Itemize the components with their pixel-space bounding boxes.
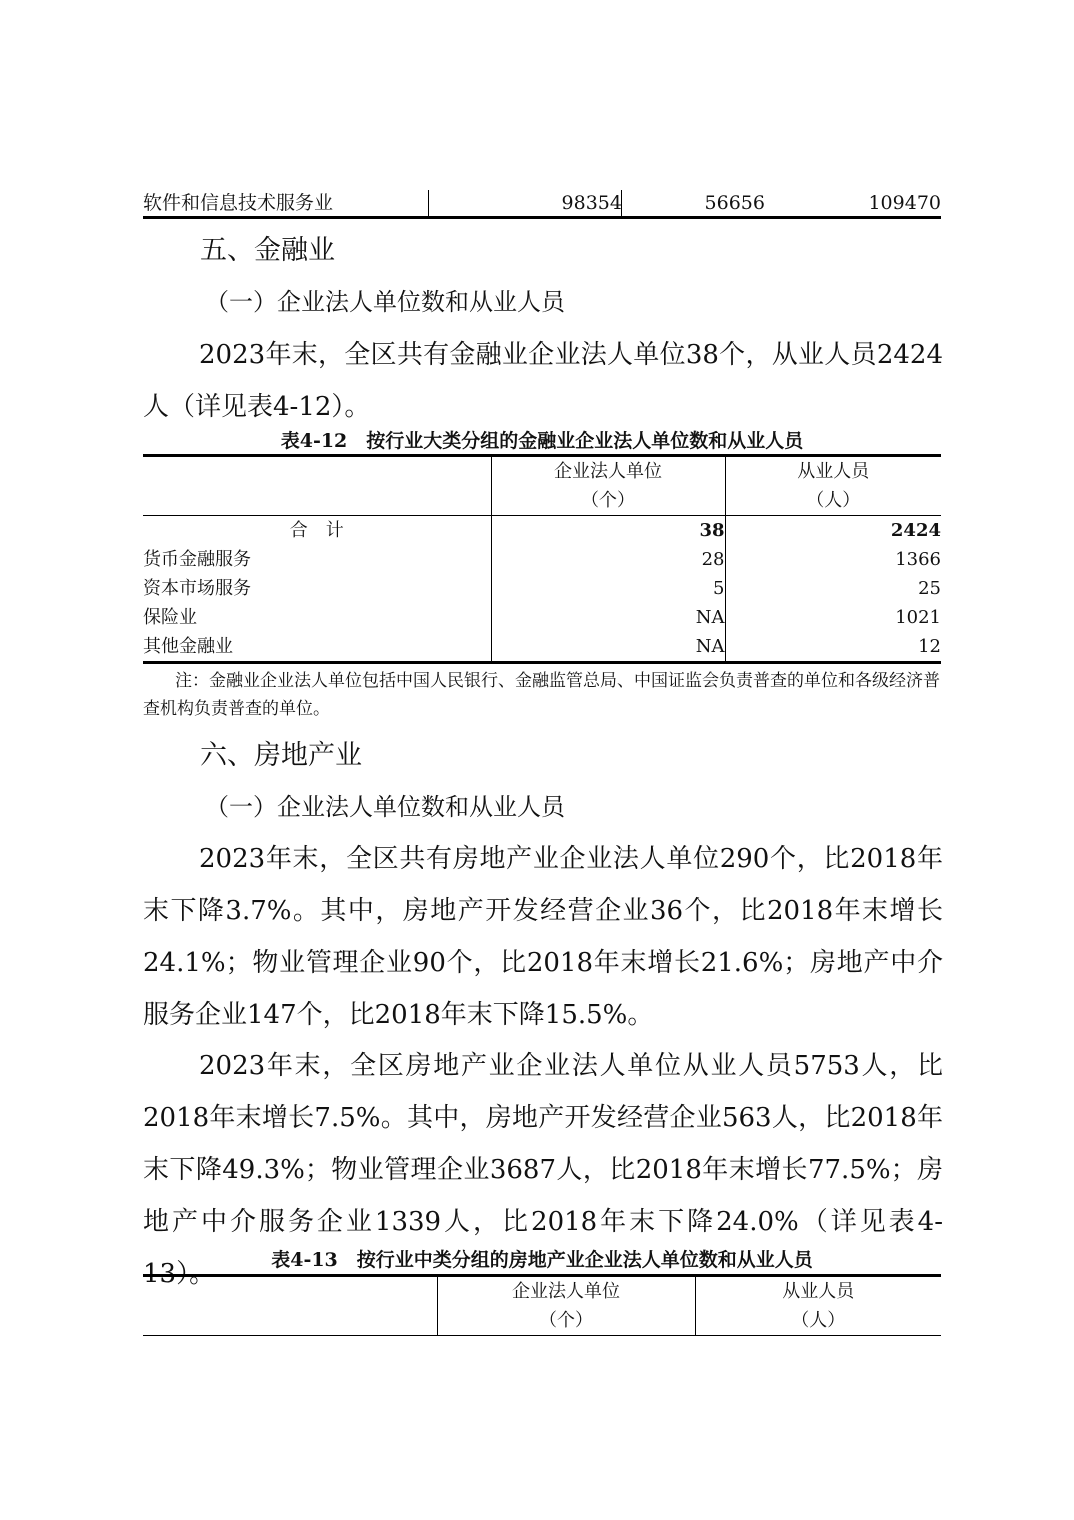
- row-label: 货币金融服务: [143, 549, 251, 570]
- row-label: 资本市场服务: [143, 578, 251, 599]
- header-units-unit: （个）: [437, 1306, 695, 1336]
- cell-value: 109470: [868, 192, 941, 214]
- row-label: 其他金融业: [143, 636, 233, 657]
- subheading-real-estate: （一）企业法人单位数和从业人员: [205, 793, 565, 821]
- header-units: 企业法人单位: [437, 1276, 695, 1307]
- paragraph-real-estate-units: [143, 833, 943, 1041]
- table-row: [143, 603, 941, 632]
- header-blank: [143, 1276, 437, 1336]
- header-employees: 从业人员: [725, 456, 941, 487]
- cell-units: NA: [491, 603, 725, 632]
- table-header-row: [143, 456, 941, 487]
- header-blank: [143, 456, 491, 516]
- table-row: [143, 574, 941, 603]
- table-caption-4-12: 表4-12 按行业大类分组的金融业企业法人单位数和从业人员: [280, 430, 804, 452]
- table-4-13: [143, 1274, 941, 1336]
- table-header-row: [143, 1276, 941, 1307]
- row-label: 软件和信息技术服务业: [143, 192, 334, 214]
- section-heading-finance: 五、金融业: [200, 235, 335, 266]
- cell-employees: 1366: [725, 545, 941, 574]
- cell-employees: 12: [725, 632, 941, 663]
- paragraph-text: 2023年末，全区房地产业企业法人单位从业人员5753人，比2018年末增长7.5%。其中，房地产开发经营企业563人，比2018年末下降49.3%；物业管理企业3687人，比2018年末增长77.5%；房地产中介服务企业1339人，比2018年末下降24.0%（详见表4-13）。: [143, 1051, 943, 1289]
- cell-employees: 25: [725, 574, 941, 603]
- cell-units: 38: [491, 516, 725, 546]
- cell-value: 56656: [621, 190, 765, 216]
- row-label: 合 计: [289, 520, 344, 541]
- cell-value: 98354: [428, 190, 622, 216]
- carryover-table-row: [143, 188, 941, 219]
- table-note: [143, 667, 943, 723]
- header-units: 企业法人单位: [491, 456, 725, 487]
- row-label: 保险业: [143, 607, 197, 628]
- paragraph-text: 2023年末，全区共有金融业企业法人单位38个，从业人员2424人（详见表4-12）。: [143, 340, 943, 422]
- header-employees-unit: （人）: [695, 1306, 941, 1336]
- header-employees: 从业人员: [695, 1276, 941, 1307]
- cell-units: NA: [491, 632, 725, 663]
- table-4-12: [143, 454, 941, 664]
- note-text: 注：金融业企业法人单位包括中国人民银行、金融监管总局、中国证监会负责普查的单位和各级经济普查机构负责普查的单位。: [143, 671, 940, 719]
- section-heading-real-estate: 六、房地产业: [200, 740, 362, 771]
- paragraph-text: 2023年末，全区共有房地产业企业法人单位290个，比2018年末下降3.7%。其中，房地产开发经营企业36个，比2018年末增长24.1%；物业管理企业90个，比2018年末增长21.6%；房地产中介服务企业147个，比2018年末下降15.5%。: [143, 844, 943, 1030]
- table-caption-4-13: 表4-13 按行业中类分组的房地产业企业法人单位数和从业人员: [271, 1249, 813, 1271]
- paragraph-finance: [143, 329, 943, 433]
- cell-employees: 2424: [725, 516, 941, 546]
- subheading-finance: （一）企业法人单位数和从业人员: [205, 288, 565, 316]
- cell-units: 5: [491, 574, 725, 603]
- cell-employees: 1021: [725, 603, 941, 632]
- header-employees-unit: （人）: [725, 486, 941, 516]
- table-row-total: [143, 516, 941, 546]
- table-row: [143, 632, 941, 663]
- table-row: [143, 545, 941, 574]
- header-units-unit: （个）: [491, 486, 725, 516]
- cell-units: 28: [491, 545, 725, 574]
